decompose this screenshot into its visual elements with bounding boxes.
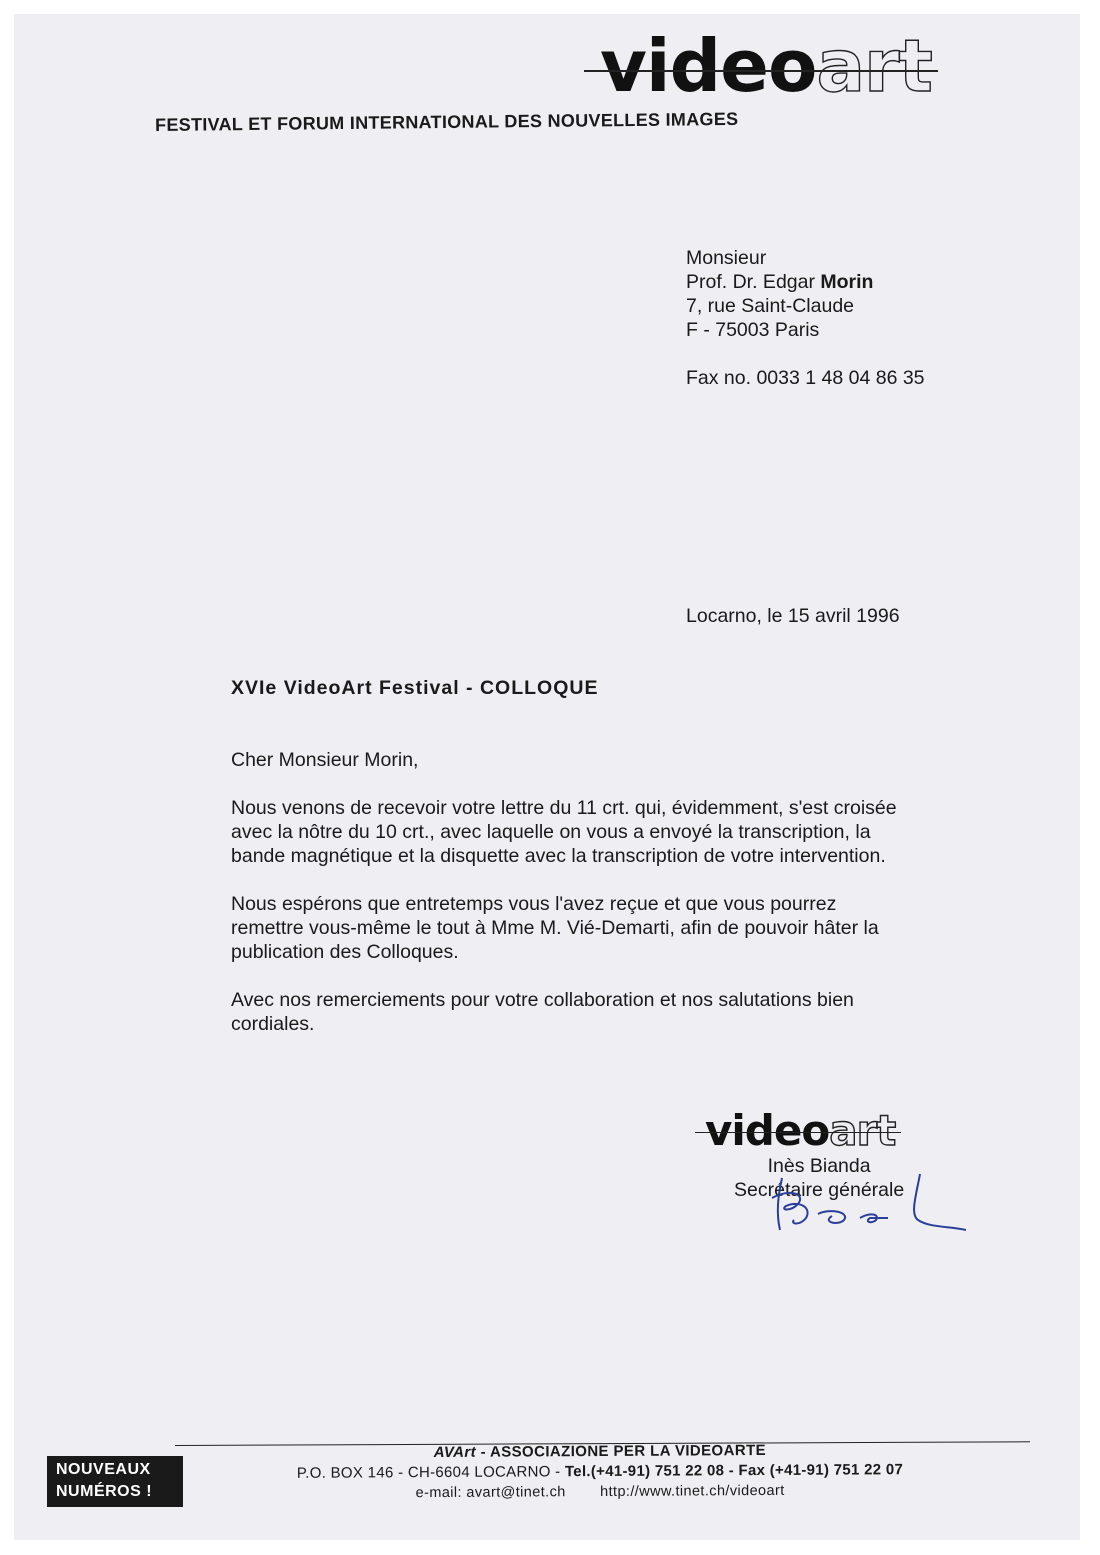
footer-website: http://www.tinet.ch/videoart	[600, 1482, 785, 1500]
recipient-name-prefix: Prof. Dr. Edgar	[686, 271, 815, 293]
paragraph-line: Nous venons de recevoir votre lettre du 11 crt. qui, évidemment, s'est croisée	[231, 797, 897, 819]
footer-org-name: - ASSOCIAZIONE PER LA VIDEOARTE	[475, 1441, 767, 1461]
paragraph-2	[231, 892, 879, 964]
letterhead-tagline: FESTIVAL ET FORUM INTERNATIONAL DES NOUVELLES IMAGES	[155, 108, 739, 135]
recipient-address	[686, 246, 873, 342]
paragraph-line: Nous espérons que entretemps vous l'avez reçue et que vous pourrez	[231, 893, 837, 915]
handwritten-signature	[760, 1168, 970, 1238]
recipient-title: Monsieur	[686, 247, 767, 269]
paragraph-line: bande magnétique et la disquette avec la transcription de votre intervention.	[231, 845, 886, 867]
letter-footer	[200, 1440, 1000, 1505]
new-numbers-badge	[47, 1456, 183, 1507]
signer-role: Secrétaire générale	[734, 1179, 905, 1201]
dateline: Locarno, le 15 avril 1996	[686, 605, 900, 627]
footer-phones: Tel.(+41-91) 751 22 08 - Fax (+41-91) 751 22 07	[564, 1461, 904, 1481]
subject-line: XVIe VideoArt Festival - COLLOQUE	[231, 677, 599, 699]
recipient-street: 7, rue Saint-Claude	[686, 295, 855, 317]
paragraph-line: Avec nos remerciements pour votre collaboration et nos salutations bien	[231, 989, 854, 1011]
paragraph-line: cordiales.	[231, 1013, 315, 1035]
salutation: Cher Monsieur Morin,	[231, 749, 419, 771]
logo-word-video: video	[600, 24, 817, 108]
videoart-logo	[600, 24, 932, 108]
logo-word-video: video	[705, 1106, 830, 1155]
paragraph-1	[231, 796, 897, 868]
paragraph-line: publication des Colloques.	[231, 941, 459, 963]
signature-logo	[705, 1106, 895, 1155]
paragraph-line: avec la nôtre du 10 crt., avec laquelle on vous a envoyé la transcription, la	[231, 821, 871, 843]
paragraph-3	[231, 988, 854, 1036]
logo-strike-line	[695, 1132, 901, 1133]
badge-line-1: NOUVEAUX	[56, 1461, 151, 1478]
letter-sheet	[14, 14, 1080, 1540]
paragraph-line: remettre vous-même le tout à Mme M. Vié-Demarti, afin de pouvoir hâter la	[231, 917, 879, 939]
logo-strike-line	[584, 70, 938, 72]
logo-word-art: art	[829, 1106, 896, 1155]
recipient-city: F - 75003 Paris	[686, 319, 820, 341]
recipient-surname: Morin	[820, 271, 874, 293]
recipient-name	[686, 270, 873, 294]
badge-line-2: NUMÉROS !	[56, 1483, 153, 1500]
signer-name: Inès Bianda	[767, 1155, 871, 1177]
recipient-fax: Fax no. 0033 1 48 04 86 35	[686, 367, 925, 389]
footer-org-prefix: AVArt	[433, 1443, 477, 1462]
logo-word-art: art	[816, 24, 932, 108]
footer-postal-address: P.O. BOX 146 - CH-6604 LOCARNO -	[296, 1463, 565, 1482]
footer-email: e-mail: avart@tinet.ch	[415, 1484, 566, 1502]
